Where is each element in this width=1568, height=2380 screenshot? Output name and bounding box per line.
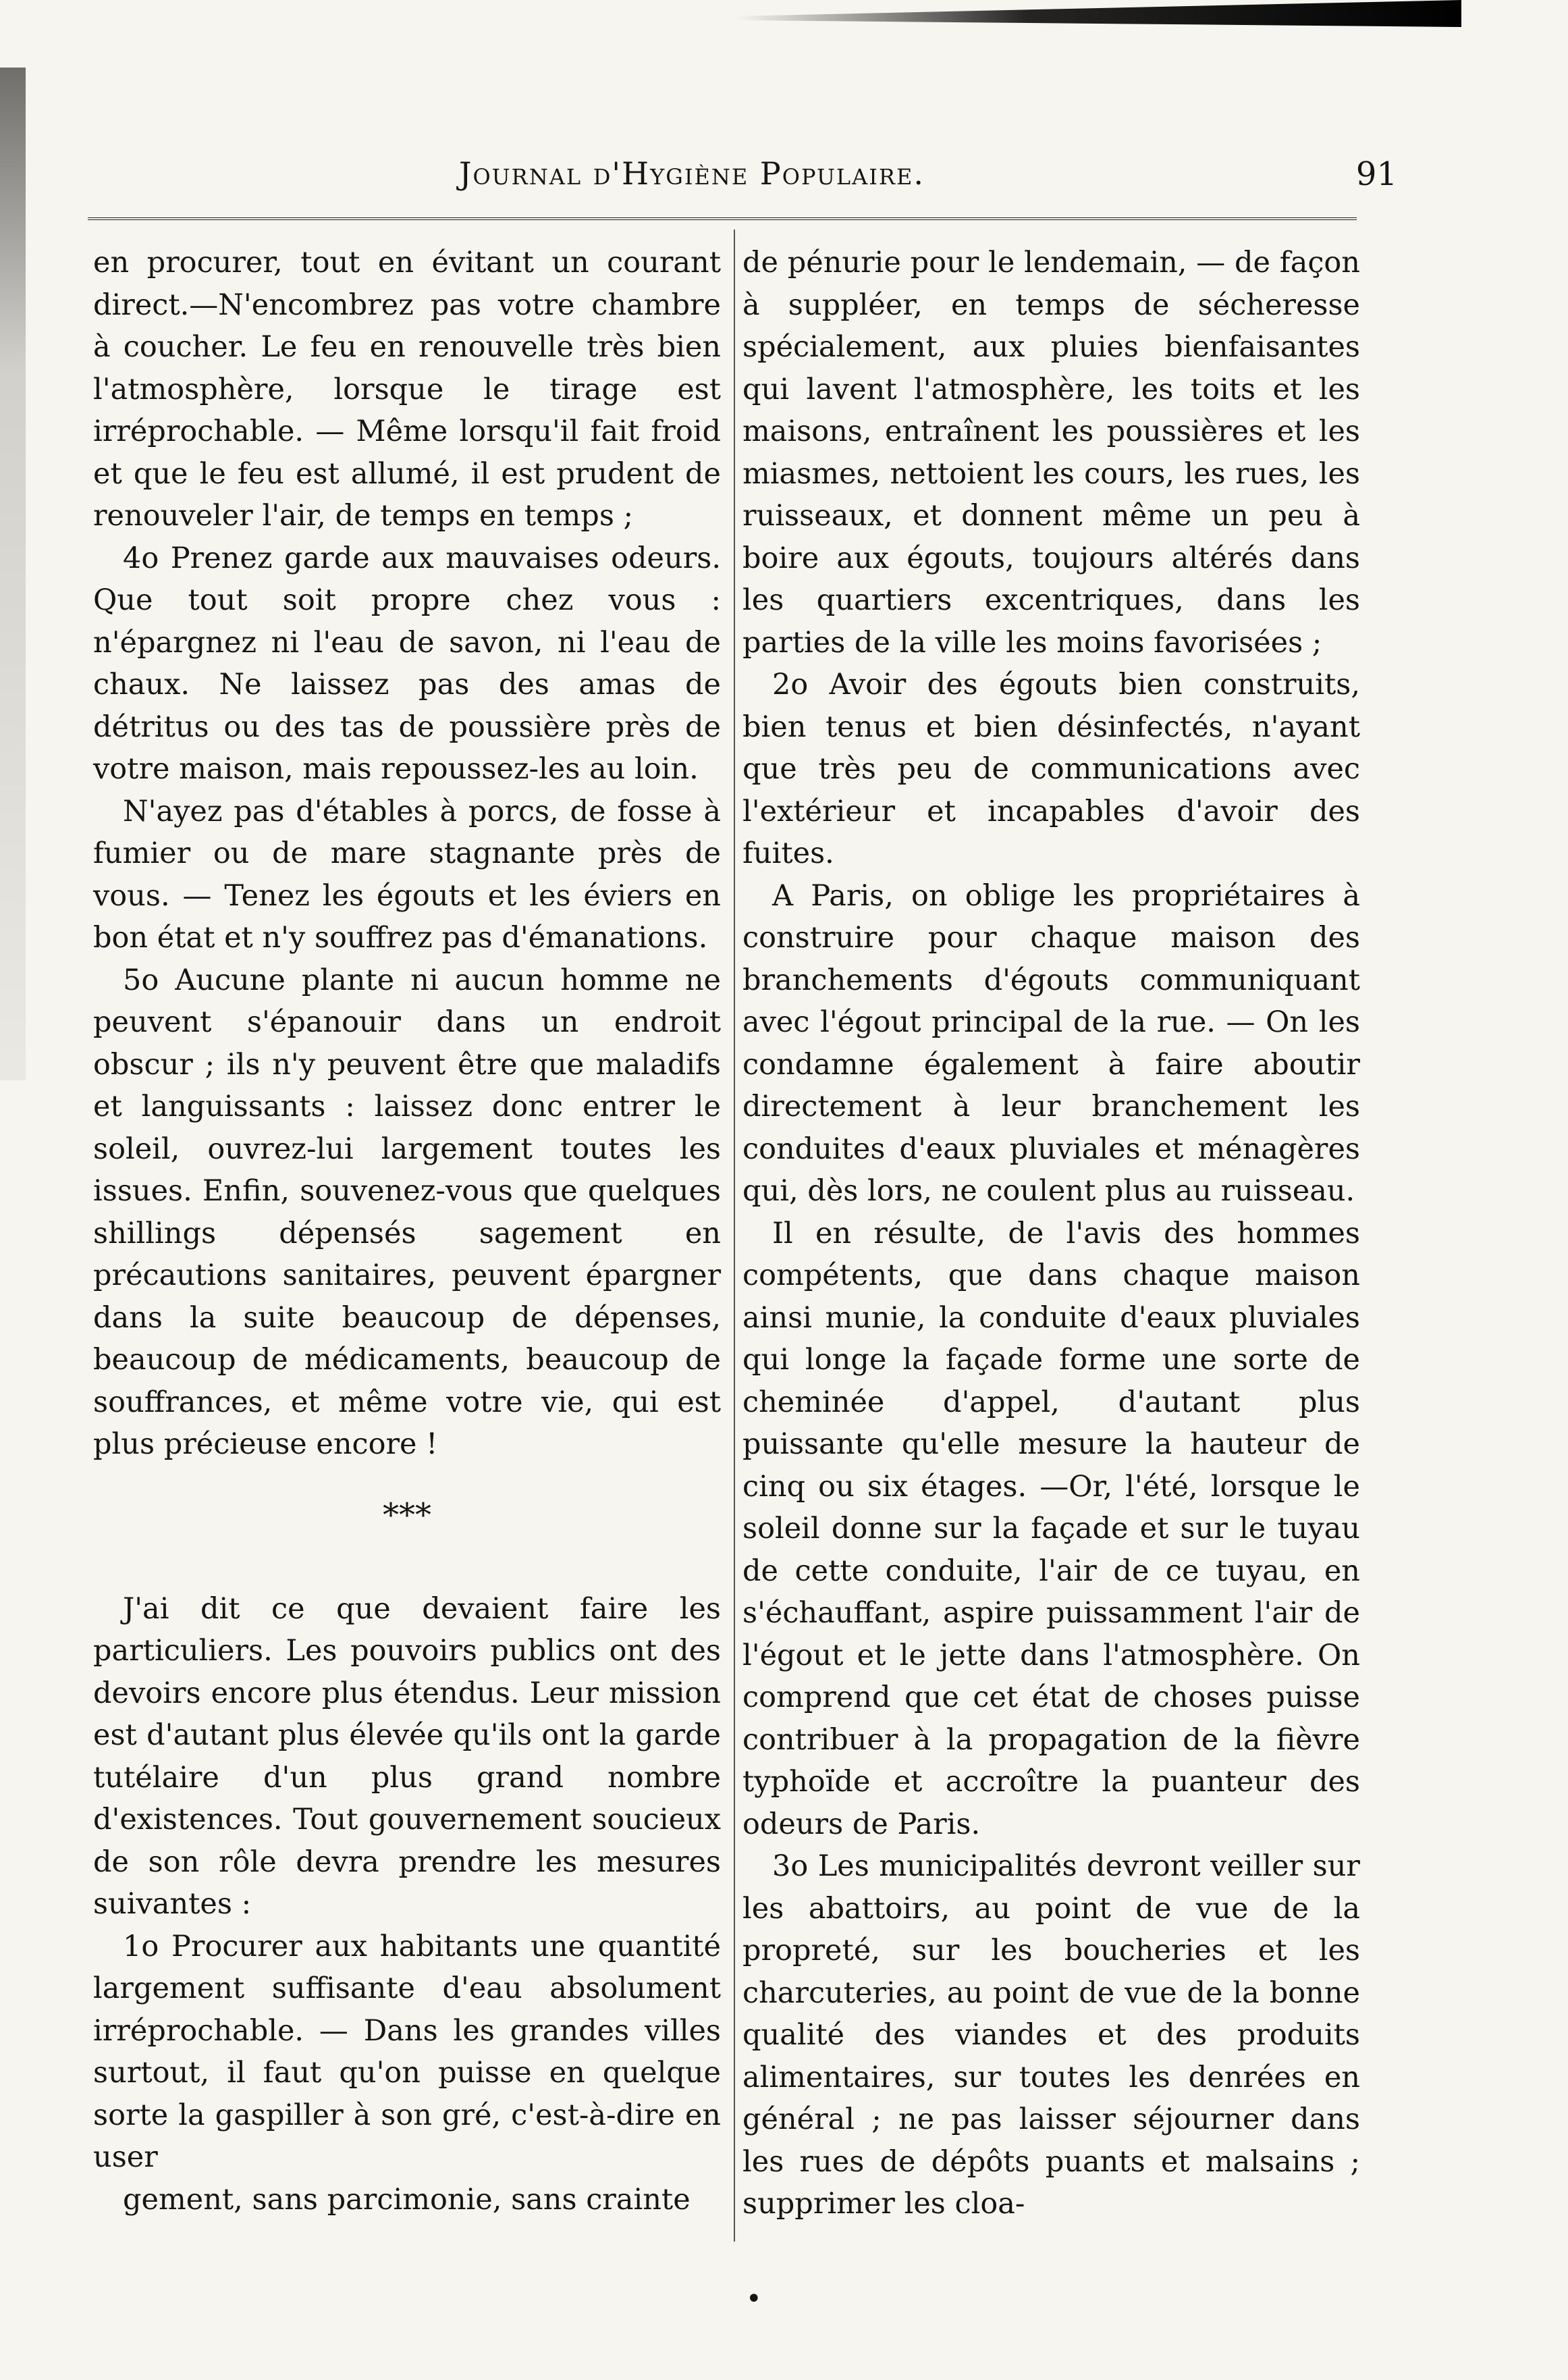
scan-top-shadow [736, 0, 1461, 27]
right-column [742, 242, 1360, 2225]
paragraph: gement, sans parcimonie, sans crainte [123, 2182, 691, 2217]
column-divider [734, 230, 735, 2242]
paragraph: 1o Procurer aux habitants une quantité largement suffisante d'eau absolument irréprochable. — Dans les grandes villes surtout, il faut qu'on puisse en quelque sorte la gaspiller à son gré, c'est-à-dire en user [93, 1929, 721, 2174]
stray-mark: • [746, 2283, 762, 2315]
left-column [93, 242, 721, 2221]
paragraph: 5o Aucune plante ni aucun homme ne peuvent s'épanouir dans un endroit obscur ; ils n'y peuvent être que maladifs et languissants : laissez donc entrer le soleil, ouvrez-lui largement toutes les issues. Enfin, souvenez-vous que quelques shillings dépensés sagement en précautions sanitaires, peuvent épargner dans la suite beaucoup de dépenses, beaucoup de médicaments, beaucoup de souffrances, et même votre vie, qui est plus précieuse encore ! [93, 963, 721, 1461]
paragraph: A Paris, on oblige les propriétaires à construire pour chaque maison des branchements d'égouts communiquant avec l'égout principal de la rue. — On les condamne également à faire aboutir directement à leur branchement les conduites d'eaux pluviales et ménagères qui, dès lors, ne coulent plus au ruisseau. [742, 878, 1360, 1208]
paragraph: 4o Prenez garde aux mauvaises odeurs. Que tout soit propre chez vous : n'épargnez ni l'eau de savon, ni l'eau de chaux. Ne laissez pas des amas de détritus ou des tas de poussière près de votre maison, mais repoussez-les au loin. [93, 541, 721, 786]
paragraph: 2o Avoir des égouts bien construits, bien tenus et bien désinfectés, n'ayant que très peu de communications avec l'extérieur et incapables d'avoir des fuites. [742, 668, 1360, 870]
paragraph: de pénurie pour le lendemain, — de façon à suppléer, en temps de sécheresse spécialement, aux pluies bienfaisantes qui lavent l'atmosphère, les toits et les maisons, entraînent les poussières et les miasmes, nettoient les cours, les rues, les ruisseaux, et donnent même un peu à boire aux égouts, toujours altérés dans les quartiers excentriques, dans les parties de la ville les moins favorisées ; [742, 246, 1360, 660]
paragraph: Il en résulte, de l'avis des hommes compétents, que dans chaque maison ainsi munie, la conduite d'eaux pluviales qui longe la façade forme une sorte de cheminée d'appel, d'autant plus puissante qu'elle mesure la hauteur de cinq ou six étages. —Or, l'été, lorsque le soleil donne sur la façade et sur le tuyau de cette conduite, l'air de ce tuyau, en s'échauffant, aspire puissamment l'air de l'égout et le jette dans l'atmosphère. On comprend que cet état de choses puisse contribuer à la propagation de la fièvre typhoïde et accroître la puanteur des odeurs de Paris. [742, 1216, 1360, 1841]
scan-left-edge [0, 68, 26, 1080]
running-title: Journal d'Hygiène Populaire. [459, 155, 925, 192]
paragraph: N'ayez pas d'étables à porcs, de fosse à fumier ou de mare stagnante près de vous. — Tenez les égouts et les éviers en bon état et n'y souffrez pas d'émanations. [93, 794, 721, 955]
paragraph: J'ai dit ce que devaient faire les particuliers. Les pouvoirs publics ont des devoirs encore plus étendus. Leur mission est d'autant plus élevée qu'ils ont la garde tutélaire d'un plus grand nombre d'existences. Tout gouvernement soucieux de son rôle devra prendre les mesures suivantes : [93, 1591, 721, 1921]
header-rule [88, 217, 1357, 223]
paragraph: 3o Les municipalités devront veiller sur les abattoirs, au point de vue de la propreté, sur les boucheries et les charcuteries, au point de vue de la bonne qualité des viandes et des produits alimentaires, sur toutes les denrées en général ; ne pas laisser séjourner dans les rues de dépôts puants et malsains ; supprimer les cloa- [742, 1849, 1360, 2221]
section-break: *** [383, 1496, 431, 1534]
page-number: 91 [1355, 155, 1397, 193]
page-header [81, 155, 1438, 216]
paragraph: en procurer, tout en évitant un courant direct.—N'encombrez pas votre chambre à coucher. Le feu en renouvelle très bien l'atmosphère, lorsque le tirage est irréprochable. — Même lorsqu'il fait froid et que le feu est allumé, il est prudent de renouveler l'air, de temps en temps ; [93, 246, 721, 533]
